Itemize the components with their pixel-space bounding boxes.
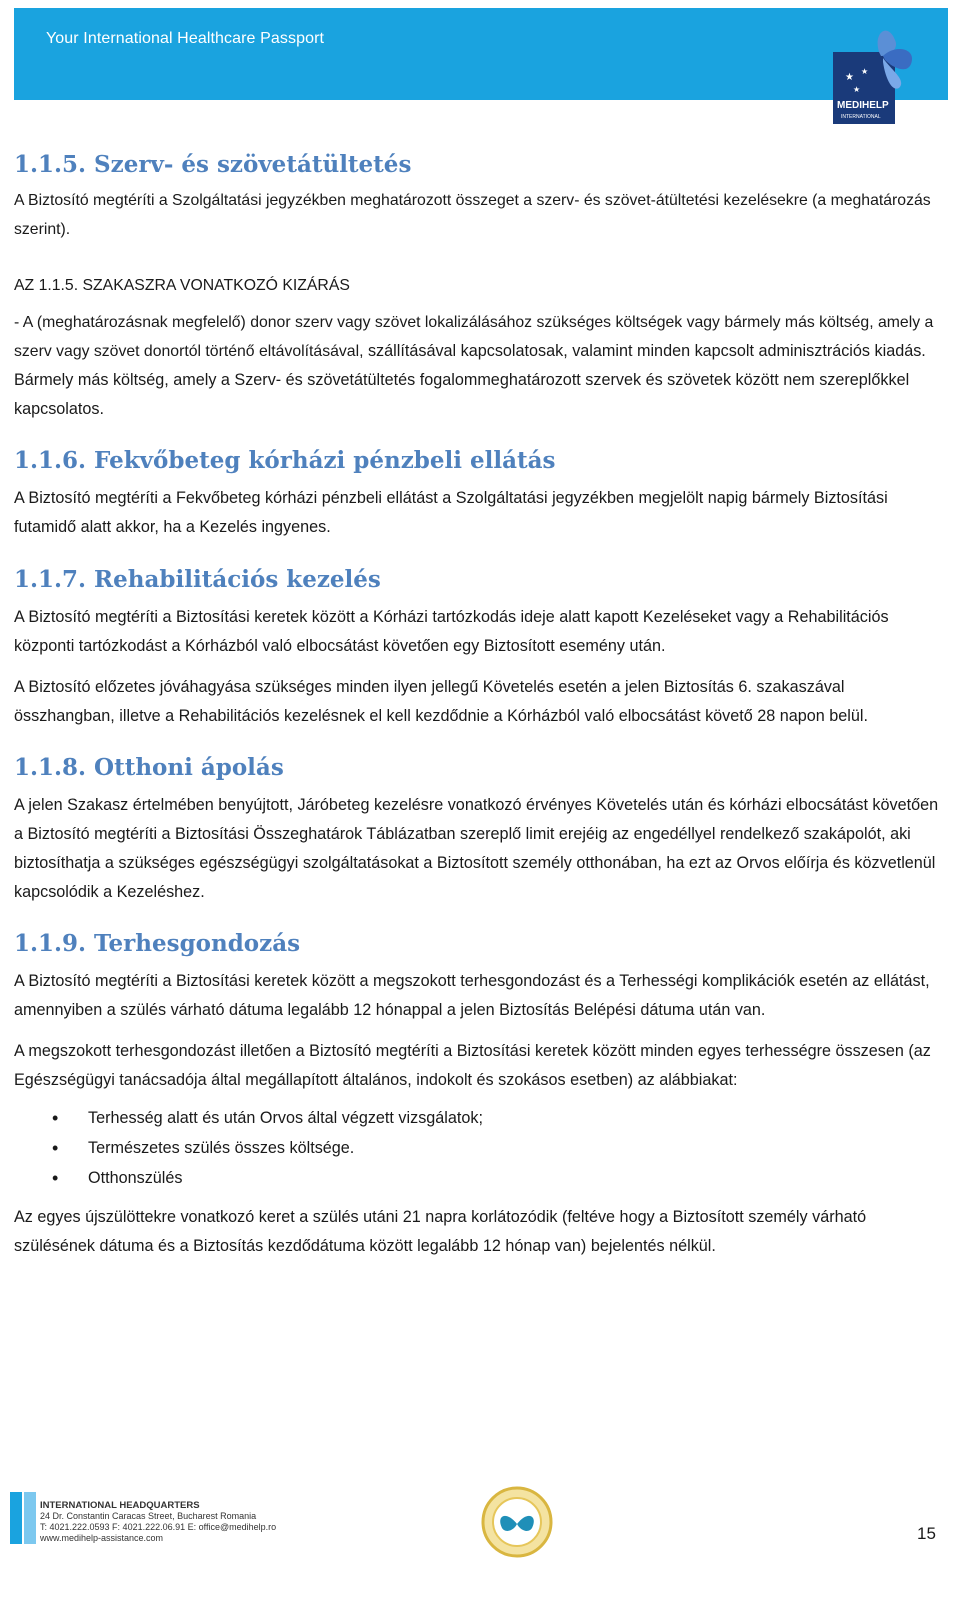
section-title-1-1-5: 1.1.5. Szerv- és szövetátültetés <box>14 151 412 178</box>
section-title-1-1-9: 1.1.9. Terhesgondozás <box>14 930 301 957</box>
logo-subtext: INTERNATIONAL <box>841 114 881 120</box>
exclusion-paragraph: - A (meghatározásnak megfelelő) donor szerv vagy szövet lokalizálásához szükséges költségek vagy bármely más költség, amely a szerv vagy szövet donortól történő eltávolításával, szállításával kapcsolatosak, valamint minden kapcsolt adminisztrációs kiadás. Bármely más költség, amely a Szerv- és szövetátültetés fogalommeghatározott szervek és szövetek között nem szereplőkkel kapcsolatos. <box>14 314 934 418</box>
footer-contacts: T: 4021.222.0593 F: 4021.222.06.91 E: office@medihelp.ro <box>40 1522 277 1532</box>
paragraph: A Biztosító megtéríti a Biztosítási keretek között a megszokott terhesgondozást és a Terhességi komplikációk esetén az ellátást, amennyiben a szülés várható dátuma legalább 12 hónappal a jelen Biztosítás Belépési dátuma után van. <box>14 972 930 1019</box>
footer-hq-title: INTERNATIONAL HEADQUARTERS <box>40 1500 200 1511</box>
document-body <box>14 148 944 1261</box>
paragraph: A Biztosító megtéríti a Szolgáltatási jegyzékben meghatározott összeget a szerv- és szövet-átültetési kezelésekre (a meghatározás szerint). <box>14 192 931 238</box>
paragraph: A jelen Szakasz értelmében benyújtott, Járóbeteg kezelésre vonatkozó érvényes Követelés után és kórházi elbocsátást követően a Biztosító megtéríti a Biztosítási Összeghatárok Táblázatban szereplő limit erejéig az engedéllyel rendelkező szakápolót, aki biztosíthatja a szükséges egészségügyi szolgáltatásokat a Biztosított személy otthonában, ha ezt az Orvos előírja és közvetlenül kapcsolódik a Kezeléshez. <box>14 796 939 901</box>
paragraph: A megszokott terhesgondozást illetően a Biztosító megtéríti a Biztosítási keretek között minden egyes terhességre összesen (az Egészségügyi tanácsadója által megállapított általános, indokolt és szokásos esetben) az alábbiakat: <box>14 1042 931 1089</box>
list-item: • Természetes szülés összes költsége. <box>88 1133 944 1163</box>
header-tagline: Your International Healthcare Passport <box>46 30 325 47</box>
header-banner <box>14 8 948 100</box>
footer-logo-mark <box>10 1492 38 1544</box>
logo-text: MEDIHELP <box>837 100 889 111</box>
footer-website: www.medihelp-assistance.com <box>40 1533 164 1543</box>
section-title-1-1-8: 1.1.8. Otthoni ápolás <box>14 754 284 781</box>
paragraph: A Biztosító megtéríti a Fekvőbeteg kórházi pénzbeli ellátást a Szolgáltatási jegyzékben megjelölt napig bármely Biztosítási futamidő alatt akkor, ha a Kezelés ingyenes. <box>14 489 888 536</box>
paragraph: Az egyes újszülöttekre vonatkozó keret a szülés utáni 21 napra korlátozódik (feltéve hogy a Biztosított személy várható szülésének dátuma és a Biztosítás kezdődátuma között legalább 12 hónap van) bejelentés nélkül. <box>14 1208 867 1255</box>
section-title-1-1-7: 1.1.7. Rehabilitációs kezelés <box>14 566 381 593</box>
footer-contact <box>40 1500 276 1544</box>
star-icon: ★ <box>845 72 854 83</box>
list-item: • Otthonszülés <box>88 1163 944 1193</box>
medihelp-logo <box>833 22 925 130</box>
list-item: • Terhesség alatt és után Orvos által végzett vizsgálatok; <box>88 1103 944 1133</box>
svg-text:★: ★ <box>853 85 861 94</box>
page-number: 15 <box>917 1524 936 1543</box>
bullet-list <box>14 1103 944 1193</box>
quality-seal <box>462 1480 572 1560</box>
paragraph: A Biztosító megtéríti a Biztosítási keretek között a Kórházi tartózkodás ideje alatt kapott Kezeléseket vagy a Rehabilitációs központi tartózkodást a Kórházból való elbocsátást követően egy Biztosított esemény után. <box>14 608 889 655</box>
paragraph: A Biztosító előzetes jóváhagyása szükséges minden ilyen jellegű Követelés esetén a jelen Biztosítás 6. szakaszával összhangban, illetve a Rehabilitációs kezelésnek el kell kezdődnie a Kórházból való elbocsátást követő 28 napon belül. <box>14 678 868 725</box>
section-title-1-1-6: 1.1.6. Fekvőbeteg kórházi pénzbeli ellátás <box>14 447 556 474</box>
exclusion-title: AZ 1.1.5. SZAKASZRA VONATKOZÓ KIZÁRÁS <box>14 277 350 294</box>
footer-address: 24 Dr. Constantin Caracas Street, Bucharest Romania <box>40 1511 257 1521</box>
svg-text:★: ★ <box>861 67 869 76</box>
